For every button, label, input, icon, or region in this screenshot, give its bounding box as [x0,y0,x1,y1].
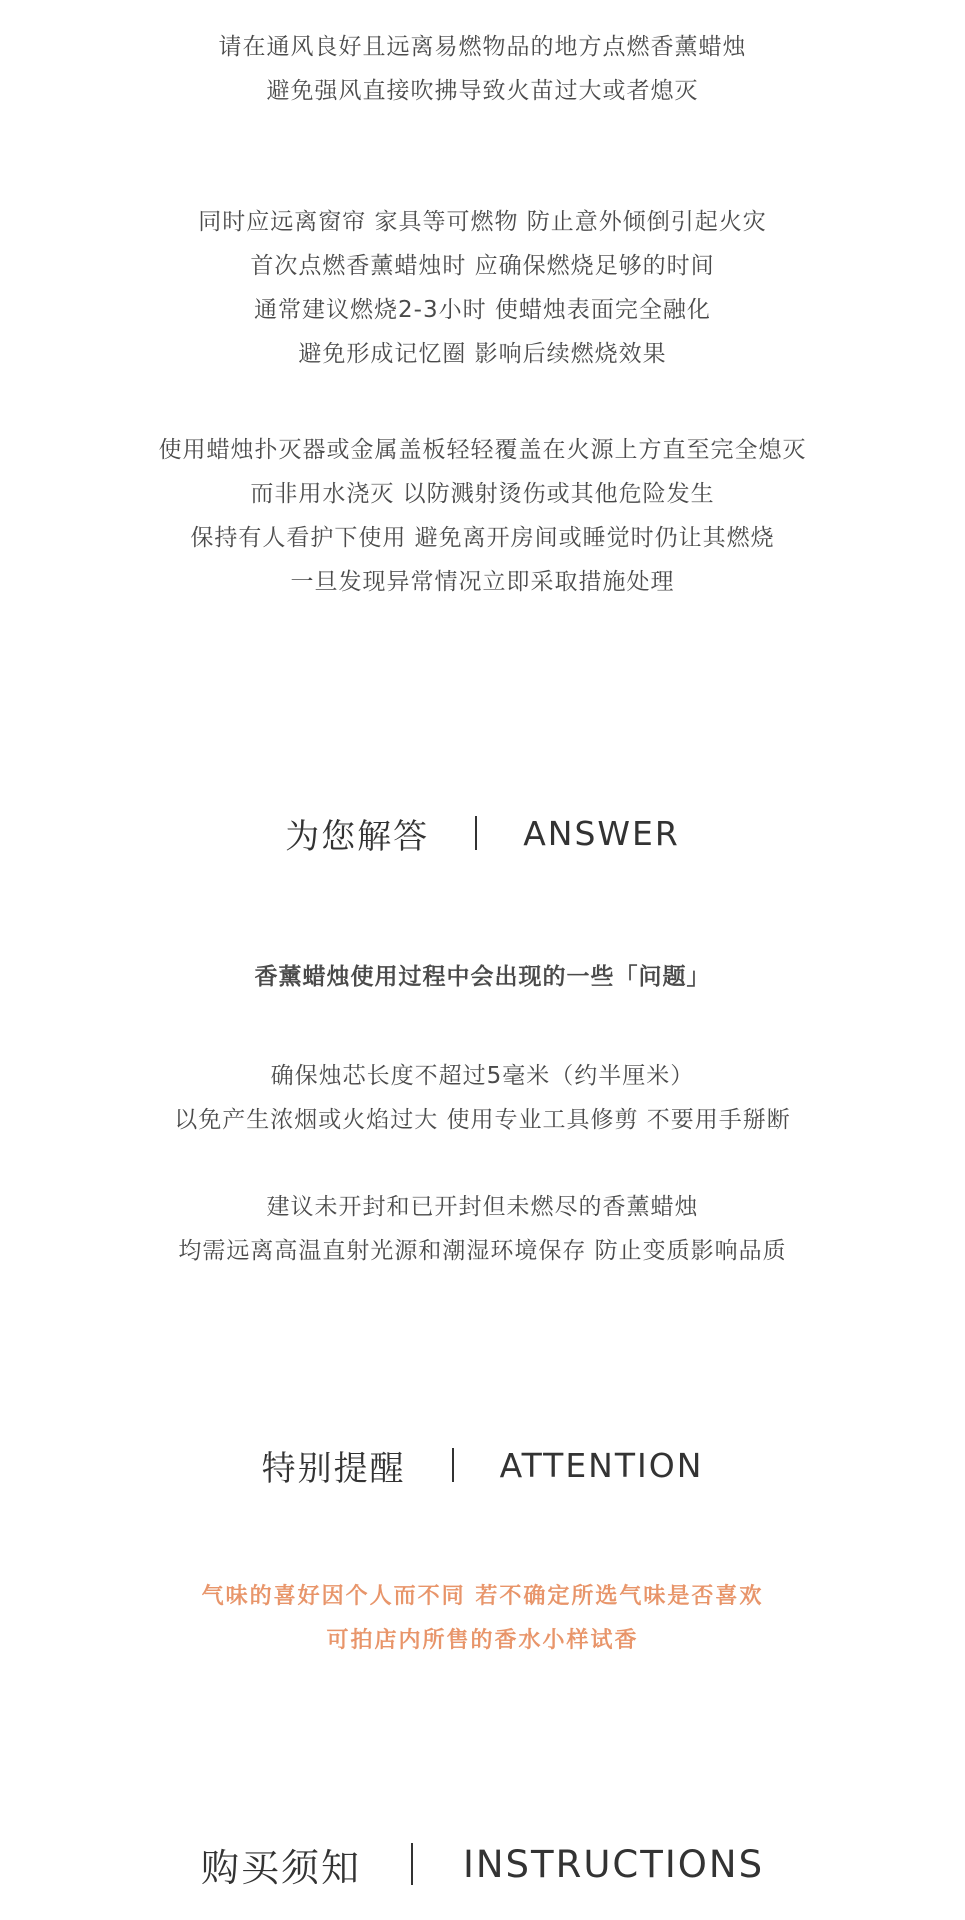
text-line: 通常建议燃烧2-3小时 使蜡烛表面完全融化 [254,297,711,323]
text-line: 保持有人看护下使用 避免离开房间或睡觉时仍让其燃烧 [190,525,775,551]
burning-notes-group-3 [0,428,965,604]
text-line: 使用蜡烛扑灭器或金属盖板轻轻覆盖在火源上方直至完全熄灭 [158,437,807,463]
burning-notes-group-2 [0,200,965,376]
text-line: 避免强风直接吹拂导致火苗过大或者熄灭 [266,78,699,104]
attention-title-en: ATTENTION [499,1445,704,1485]
heading-divider [411,1843,413,1885]
text-line: 建议未开封和已开封但未燃尽的香薰蜡烛 [266,1194,699,1220]
text-line: 首次点燃香薰蜡烛时 应确保燃烧足够的时间 [250,253,715,279]
burning-notes-group-1 [0,25,965,113]
notice-line: 气味的喜好因个人而不同 若不确定所选气味是否喜欢 [201,1584,764,1609]
answer-group-1 [0,1054,965,1142]
answer-subtitle-block [0,955,965,999]
attention-heading [0,1435,965,1495]
answer-heading [0,803,965,863]
text-line: 请在通风良好且远离易燃物品的地方点燃香薰蜡烛 [218,34,747,60]
heading-divider [452,1448,454,1482]
text-line: 一旦发现异常情况立即采取措施处理 [290,569,675,595]
attention-notice [0,1575,965,1663]
answer-title-en: ANSWER [523,813,680,853]
instructions-title-cn: 购买须知 [200,1845,361,1890]
answer-title-cn: 为您解答 [285,816,430,857]
text-line: 确保烛芯长度不超过5毫米（约半厘米） [270,1063,695,1089]
heading-divider [475,816,477,850]
text-line: 均需远离高温直射光源和潮湿环境保存 防止变质影响品质 [178,1238,787,1264]
attention-title-cn: 特别提醒 [261,1448,406,1489]
instructions-heading [0,1834,965,1894]
instructions-title-en: INSTRUCTIONS [462,1842,765,1886]
text-line: 避免形成记忆圈 影响后续燃烧效果 [298,341,667,367]
text-line: 以免产生浓烟或火焰过大 使用专业工具修剪 不要用手掰断 [174,1107,791,1133]
text-line: 同时应远离窗帘 家具等可燃物 防止意外倾倒引起火灾 [198,209,767,235]
answer-group-2 [0,1185,965,1273]
notice-line: 可拍店内所售的香水小样试香 [326,1628,639,1653]
text-line: 而非用水浇灭 以防溅射烫伤或其他危险发生 [250,481,715,507]
answer-subtitle: 香薰蜡烛使用过程中会出现的一些「问题」 [254,964,711,990]
